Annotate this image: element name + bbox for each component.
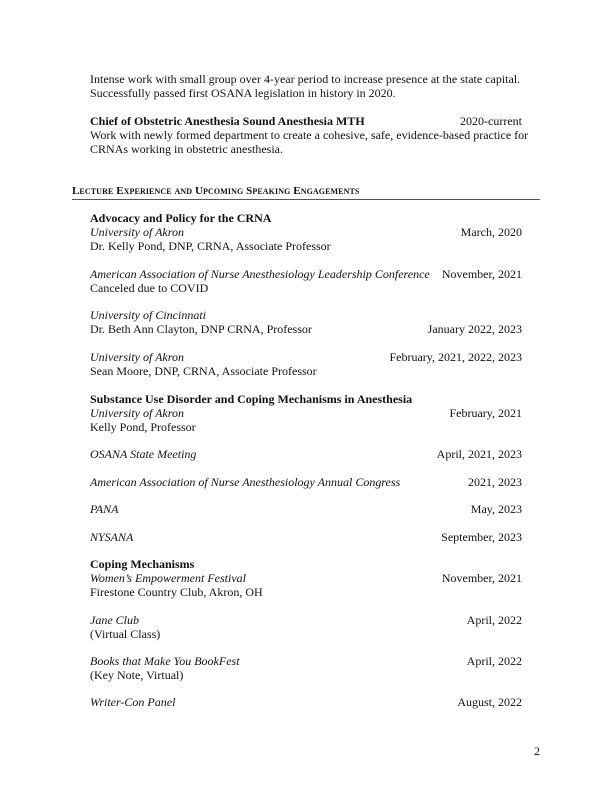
sud-title: Substance Use Disorder and Coping Mechanisms in Anesthesia bbox=[90, 392, 413, 406]
akron1-date: March, 2020 bbox=[460, 225, 522, 239]
akron2-host: Sean Moore, DNP, CRNA, Associate Professor bbox=[90, 364, 317, 378]
position-dates: 2020-current bbox=[460, 114, 522, 128]
womens-festival-place: Firestone Country Club, Akron, OH bbox=[90, 585, 263, 599]
writer-con-venue: Writer-Con Panel bbox=[90, 695, 176, 709]
womens-festival-venue: Women’s Empowerment Festival bbox=[90, 571, 246, 585]
intro-line-2: Successfully passed first OSANA legislation in history in 2020. bbox=[90, 86, 396, 100]
sud-host: Kelly Pond, Professor bbox=[90, 420, 196, 434]
aana-congress-date: 2021, 2023 bbox=[468, 475, 522, 489]
writer-con-date: August, 2022 bbox=[457, 695, 522, 709]
akron2-venue: University of Akron bbox=[90, 350, 184, 364]
cincinnati-host: Dr. Beth Ann Clayton, DNP CRNA, Professor bbox=[90, 322, 312, 336]
akron2-date: February, 2021, 2022, 2023 bbox=[389, 350, 522, 364]
bookfest-venue: Books that Make You BookFest bbox=[90, 654, 240, 668]
aana-congress-venue: American Association of Nurse Anesthesiology Annual Congress bbox=[90, 475, 401, 489]
jane-club-venue: Jane Club bbox=[90, 613, 139, 627]
section-heading: Lecture Experience and Upcoming Speaking Engagements bbox=[72, 184, 540, 200]
jane-club-date: April, 2022 bbox=[466, 613, 522, 627]
nysana-venue: NYSANA bbox=[90, 530, 134, 544]
bookfest-note: (Key Note, Virtual) bbox=[90, 668, 184, 682]
coping-title: Coping Mechanisms bbox=[90, 557, 195, 571]
page-number: 2 bbox=[534, 744, 540, 758]
bookfest-date: April, 2022 bbox=[466, 654, 522, 668]
intro-paragraph bbox=[90, 72, 540, 100]
advocacy-title: Advocacy and Policy for the CRNA bbox=[90, 211, 272, 225]
position-title: Chief of Obstetric Anesthesia Sound Anesthesia MTH bbox=[90, 114, 365, 128]
aana-leadership-venue: American Association of Nurse Anesthesiology Leadership Conference bbox=[90, 267, 430, 281]
cincinnati-date: January 2022, 2023 bbox=[427, 322, 522, 336]
osana-date: April, 2021, 2023 bbox=[436, 447, 522, 461]
aana-leadership-date: November, 2021 bbox=[441, 267, 522, 281]
nysana-date: September, 2023 bbox=[441, 530, 522, 544]
pana-venue: PANA bbox=[90, 502, 119, 516]
cincinnati-venue: University of Cincinnati bbox=[90, 308, 206, 322]
aana-leadership-note: Canceled due to COVID bbox=[90, 281, 209, 295]
womens-festival-date: November, 2021 bbox=[441, 571, 522, 585]
sud-date: February, 2021 bbox=[449, 406, 522, 420]
intro-line-1: Intense work with small group over 4-year period to increase presence at the state capital. bbox=[90, 72, 521, 86]
position-line-1: Work with newly formed department to create a cohesive, safe, evidence-based practice for bbox=[90, 128, 529, 142]
position-line-2: CRNAs working in obstetric anesthesia. bbox=[90, 142, 283, 156]
osana-venue: OSANA State Meeting bbox=[90, 447, 197, 461]
akron1-venue: University of Akron bbox=[90, 225, 184, 239]
pana-date: May, 2023 bbox=[470, 502, 522, 516]
akron1-host: Dr. Kelly Pond, DNP, CRNA, Associate Professor bbox=[90, 239, 331, 253]
jane-club-note: (Virtual Class) bbox=[90, 627, 161, 641]
position-description bbox=[90, 128, 540, 156]
sud-venue: University of Akron bbox=[90, 406, 184, 420]
